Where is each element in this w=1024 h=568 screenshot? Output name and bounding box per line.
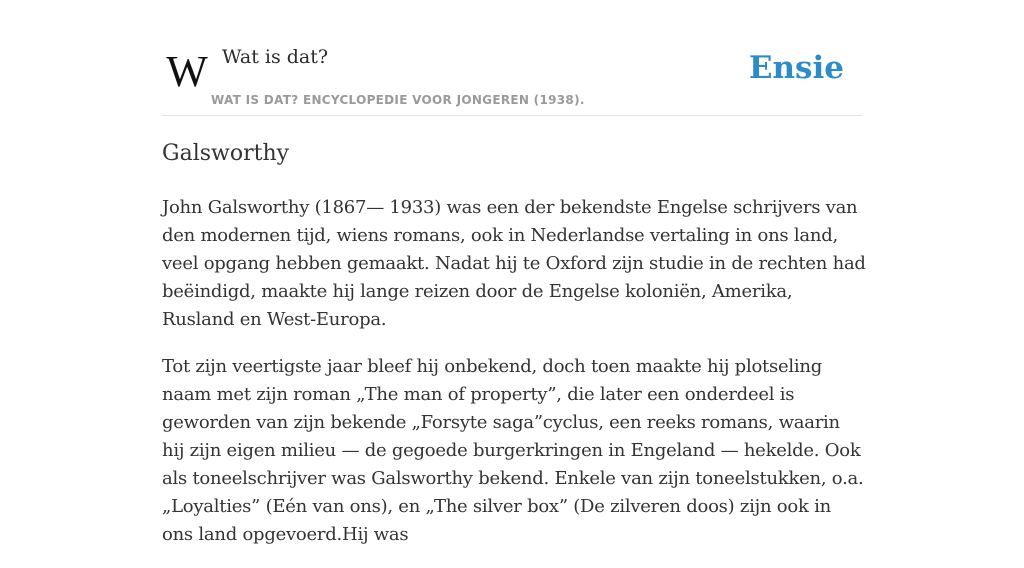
svg-text:W: W bbox=[166, 47, 208, 96]
article-paragraph: John Galsworthy (1867— 1933) was een der bekendste Engelse schrijvers van den modernen tijd, wiens romans, ook in Nederlandse vertaling in ons land, veel opgang hebben gemaakt. Nadat hij te Oxford zijn studie in de rechten had beëindigd, maakte hij lange reizen door de Engelse koloniën, Amerika, Rusland en West-Europa. bbox=[162, 197, 866, 330]
article-title: Galsworthy bbox=[162, 141, 290, 166]
brand-logo[interactable]: Ensie bbox=[748, 50, 844, 86]
article-paragraph: Tot zijn veertigste jaar bleef hij onbekend, doch toen maakte hij plotseling naam met zijn roman „The man of property”, die later een onderdeel is geworden van zijn bekende „Forsyte saga”cyclus, een reeks romans, waarin hij zijn eigen milieu — de gegoede burgerkringen in Engeland — hekelde. Ook als toneelschrijver was Galsworthy bekend. Enkele van zijn toneelstukken, o.a. „Loyalties” (Eén van ons), en „The silver box” (De zilveren doos) zijn ook in ons land opgevoerd.Hij was bbox=[162, 356, 864, 545]
site-header bbox=[162, 40, 862, 116]
site-title[interactable]: Wat is dat? bbox=[222, 46, 329, 68]
wikipedia-w-icon[interactable] bbox=[164, 47, 210, 96]
article bbox=[162, 138, 866, 568]
site-subtitle: WAT IS DAT? ENCYCLOPEDIE VOOR JONGEREN (1938). bbox=[211, 93, 585, 107]
